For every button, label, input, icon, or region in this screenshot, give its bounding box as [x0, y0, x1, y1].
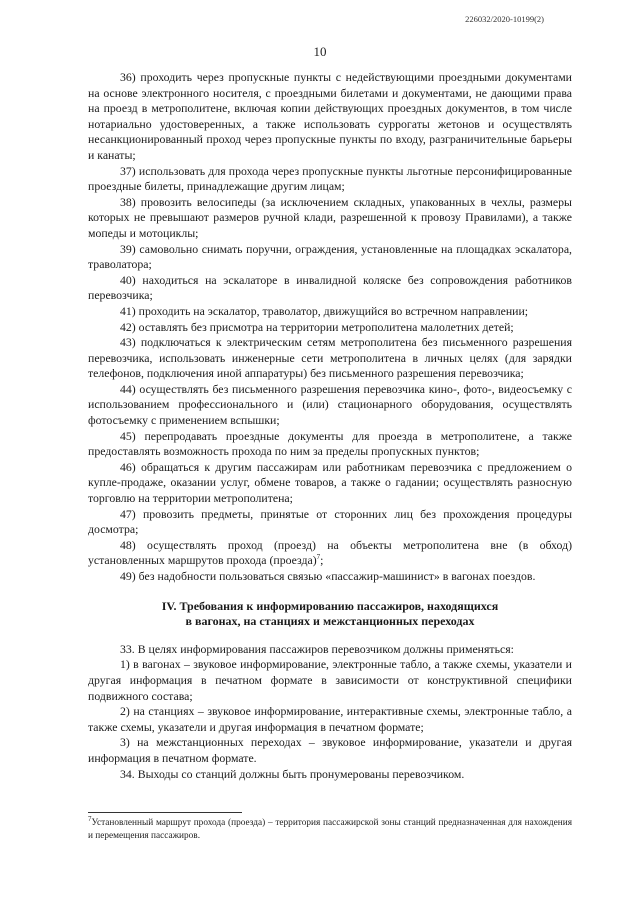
list-item: 3) на межстанционных переходах – звуковое информирование, указатели и другая информация в печатном формате. [88, 735, 572, 765]
list-item: 46) обращаться к другим пассажирам или работникам перевозчика с предложением о купле-продаже, оказании услуг, обмене товаров, а также о гадании; осуществлять разносную торговлю на территории метрополитена; [88, 459, 572, 506]
list-item-49: 49) без надобности пользоваться связью «пассажир-машинист» в вагонах поездов. [120, 569, 536, 583]
list-item-text: 48) осуществлять проход (проезд) на объекты метрополитена вне (в обход) установленных маршрутов прохода (проезда) [88, 537, 572, 568]
footnote [88, 814, 572, 842]
list-item: 39) самовольно снимать поручни, ограждения, установленные на площадках эскалатора, траволатора; [88, 241, 572, 272]
footnote-divider [88, 812, 242, 813]
list-item: 45) перепродавать проездные документы для проезда в метрополитене, а также предоставлять возможность прохода по ним за пределы пропускных пунктов; [88, 428, 572, 459]
list-item: 36) проходить через пропускные пункты с недействующими проездными документами на основе электронного носителя, с проездными билетами и документами, не дающими права на проезд в метрополитене, включая копии действующих проездных документов, в том числе нотариально удостоверенных, а также использовать суррогаты жетонов и осуществлять несанкционированный проход через пропускные пункты по входу, разграничительные барьеры и канаты; [88, 70, 572, 162]
document-id: 226032/2020-10199(2) [465, 14, 544, 24]
list-item-end: ; [320, 553, 324, 568]
list-item: 44) осуществлять без письменного разрешения перевозчика кино-, фото-, видеосъемку с использованием профессионального и (или) стационарного оборудования, осуществлять фотосъемку с применением вспышки; [88, 381, 572, 428]
list-item: 40) находиться на эскалаторе в инвалидной коляске без сопровождения работников перевозчика; [88, 272, 572, 303]
list-item: 41) проходить на эскалатор, траволатор, движущийся во встречном направлении; [120, 303, 529, 318]
list-item: 38) провозить велосипеды (за исключением складных, упакованных в чехлы, размеры которых не превышают размеров ручной клади, разрешенной к провозу Правилами), а также мопеды и мотоциклы; [88, 194, 572, 240]
page-number: 10 [313, 44, 327, 59]
list-item: 47) провозить предметы, принятые от сторонних лиц без прохождения процедуры досмотра; [88, 506, 572, 537]
footnote-text: Установленный маршрут прохода (проезда) – территория пассажирской зоны станций предназначенная для нахождения и перемещения пассажиров. [88, 818, 572, 841]
list-item: 43) подключаться к электрическим сетям метрополитена без письменного разрешения перевозчика, использовать инженерные сети метрополитена в личных целях (для зарядки телефонов, подключения иной аппаратуры) без письменного разрешения перевозчика; [88, 335, 572, 381]
paragraph: 33. В целях информирования пассажиров перевозчиком должны применяться: [120, 641, 514, 656]
list-item-48 [88, 538, 572, 569]
list-item: 37) использовать для прохода через пропускные пункты льготные персонифицированные проездные билеты, принадлежащие другим лицам; [88, 163, 572, 194]
list-item: 1) в вагонах – звуковое информирование, электронные табло, а также схемы, указатели и другая информация в печатном формате в зависимости от конструктивной специфики подвижного состава; [88, 657, 572, 703]
paragraph: 34. Выходы со станций должны быть пронумерованы перевозчиком. [120, 766, 465, 781]
footnote-marker: 7 [88, 814, 92, 823]
section-heading-line-2: в вагонах, на станциях и межстанционных переходах [185, 614, 475, 629]
section-heading [88, 599, 572, 630]
list-item: 2) на станциях – звуковое информирование, интерактивные схемы, электронные табло, а также схемы, указатели и другая информация в печатном формате; [88, 704, 572, 734]
section-heading-line-1: IV. Требования к информированию пассажиров, находящихся [161, 598, 499, 613]
list-item: 42) оставлять без присмотра на территории метрополитена малолетних детей; [120, 319, 514, 334]
document-body [88, 70, 572, 782]
footnote-reference: 7 [316, 553, 321, 562]
